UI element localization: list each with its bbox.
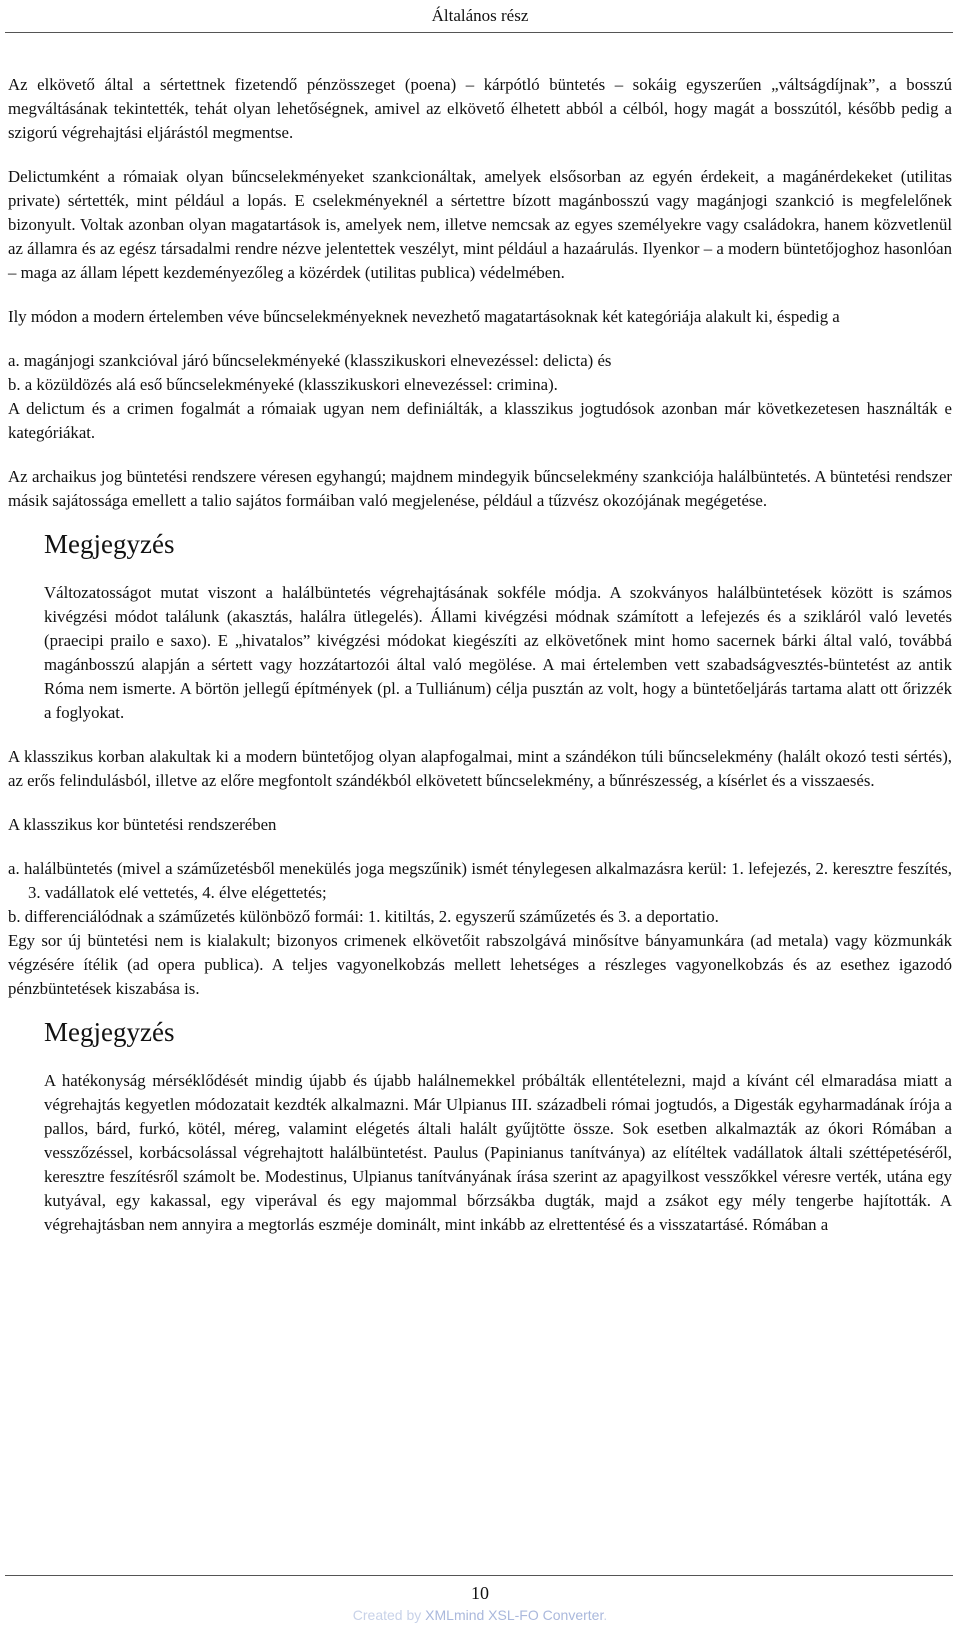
paragraph-archaic-law: Az archaikus jog büntetési rendszere véresen egyhangú; majdnem mindegyik bűncselekmény szankciója halálbüntetés. A büntetési rendszer másik sajátossága emellett a talio sajátos formáiban való megjelenése, például a tűzvész okozójának megégetése. bbox=[8, 467, 952, 510]
header-rule bbox=[5, 32, 953, 33]
page-content bbox=[8, 73, 952, 1237]
running-header: Általános rész bbox=[431, 6, 529, 25]
credit-suffix: . bbox=[603, 1607, 608, 1623]
paragraph-categories: Ily módon a modern értelemben véve bűncselekményeknek nevezhető magatartásoknak két kategóriája alakult ki, éspedig a bbox=[8, 307, 840, 326]
list-item: a. magánjogi szankcióval járó bűncselekményeké (klasszikuskori elnevezéssel: delicta) és bbox=[8, 351, 612, 370]
paragraph-delictum: Delictumként a rómaiak olyan bűncselekményeket szankcionáltak, amelyek elsősorban az egyén érdekeit, a magánérdekeket (utilitas private) sértették, mint például a lopás. E cselekményeknél a sértettre bízott magánbosszú vagy magánjogi szankció is megfelelőnek bizonyult. Voltak azonban olyan magatartások is, amelyek nem, illetve nemcsak az egyes személyekre vagy családokra, hanem közvetlenül az államra és az egész társadalmi rendre nézve jelentettek veszélyt, mint például a hazaárulás. Ilyenkor – a modern büntetőjoghoz hasonlóan – maga az állam lépett kezdeményezőleg a közérdek (utilitas publica) védelmében. bbox=[8, 167, 952, 282]
paragraph-classical: A klasszikus korban alakultak ki a modern büntetőjog olyan alapfogalmai, mint a szándékon túli bűncselekmény (halált okozó testi sértés), az erős felindulásból, illetve az előre megfontolt szándékból elkövetett bűncselekmény, a bűnrészesség, a kísérlet és a visszaesés. bbox=[8, 747, 952, 790]
list-item: b. differenciálódnak a száműzetés különböző formái: 1. kitiltás, 2. egyszerű száműzetés és 3. a deportatio. bbox=[8, 907, 719, 926]
note-block-2 bbox=[8, 1015, 952, 1237]
paragraph-punishment-system: A klasszikus kor büntetési rendszerében bbox=[8, 815, 277, 834]
note-title: Megjegyzés bbox=[44, 529, 175, 559]
list-item: b. a közüldözés alá eső bűncselekményeké (klasszikuskori elnevezéssel: crimina). bbox=[8, 375, 558, 394]
note-title: Megjegyzés bbox=[44, 1017, 175, 1047]
paragraph-poena: Az elkövető által a sértettnek fizetendő pénzösszeget (poena) – kárpótló büntetés – sokáig egyszerűen „váltságdíjnak”, a bosszú megváltásának tekintették, tehát olyan lehetőségnek, amivel az elkövető élhetett abból a célból, hogy magát a bosszútól, később pedig a szigorú végrehajtási eljárástól megmentse. bbox=[8, 75, 952, 142]
credit-brand-link[interactable]: XMLmind XSL-FO Converter bbox=[425, 1607, 604, 1623]
page-number: 10 bbox=[471, 1583, 489, 1603]
paragraph-new-punishments: Egy sor új büntetési nem is kialakult; bizonyos crimenek elkövetőit rabszolgává minősítve bányamunkára (ad metala) vagy közmunkák végzésére ítélik (ad opera publica). A teljes vagyonelkobzás mellett lehetséges a részleges vagyonelkobzás és az esethez igazodó pénzbüntetések kiszabása is. bbox=[8, 931, 952, 998]
footer-rule bbox=[5, 1575, 953, 1576]
paragraph-definition: A delictum és a crimen fogalmát a rómaiak ugyan nem definiálták, a klasszikus jogtudósok azonban már következetesen használták e kategóriákat. bbox=[8, 399, 952, 442]
converter-credit bbox=[0, 1605, 960, 1625]
note-text: Változatosságot mutat viszont a halálbüntetés végrehajtásának sokféle módja. A szokványos halálbüntetések között is számos kivégzési módot találunk (akasztás, halálra ütlegelés). Állami kivégzési módnak számított a lefejezés és a szikláról való levetés (praecipi prailo e saxo). E „hivatalos” kivégzési módokat kiegészíti az elkövetőnek mint homo sacernek bárki által való, továbbá magánbosszú alapján a sértett vagy hozzátartozói által való megölése. A mai értelemben vett szabadságvesztés-büntetést az antik Róma nem ismerte. A börtön jellegű építmények (pl. a Tulliánum) célja pusztán az volt, hogy a büntetőeljárás tartama alatt ott őrizzék a foglyokat. bbox=[44, 583, 952, 722]
note-text: A hatékonyság mérséklődését mindig újabb és újabb halálnemekkel próbálták ellentételezni, majd a kívánt cél elmaradása miatt a végrehajtás kegyetlen módozatait kezdték alkalmazni. Már Ulpianus III. századbeli római jogtudós, a Digesták egyharmadának írója a pallos, bárd, furkó, kötél, méreg, valamint elégetés általi halált gyűjtötte össze. Sok esetben alkalmazták az ókori Rómában a vesszőzéssel, korbácsolással végrehajtott halálbüntetést. Paulus (Papinianus tanítványa) az elítéltek vadállatok általi széttépetéséről, keresztre feszítésről számolt be. Modestinus, Ulpianus tanítványának írása szerint az apagyilkost vesszőkkel véresre verték, utána egy kutyával, egy kakassal, egy viperával és egy majommal bőrzsákba dugták, majd a zsákot egy mély tengerbe hajították. A végrehajtásban nem annyira a megtorlás eszméje dominált, mint inkább az elrettentésé és a visszatartásé. Rómában a bbox=[44, 1071, 952, 1234]
credit-prefix: Created by bbox=[352, 1607, 426, 1623]
note-block-1 bbox=[8, 527, 952, 725]
list-item: a. halálbüntetés (mivel a száműzetésből menekülés joga megszűnik) ismét ténylegesen alkalmazásra kerül: 1. lefejezés, 2. keresztre feszítés, 3. vadállatok elé vettetés, 4. élve elégettetés; bbox=[8, 859, 952, 902]
